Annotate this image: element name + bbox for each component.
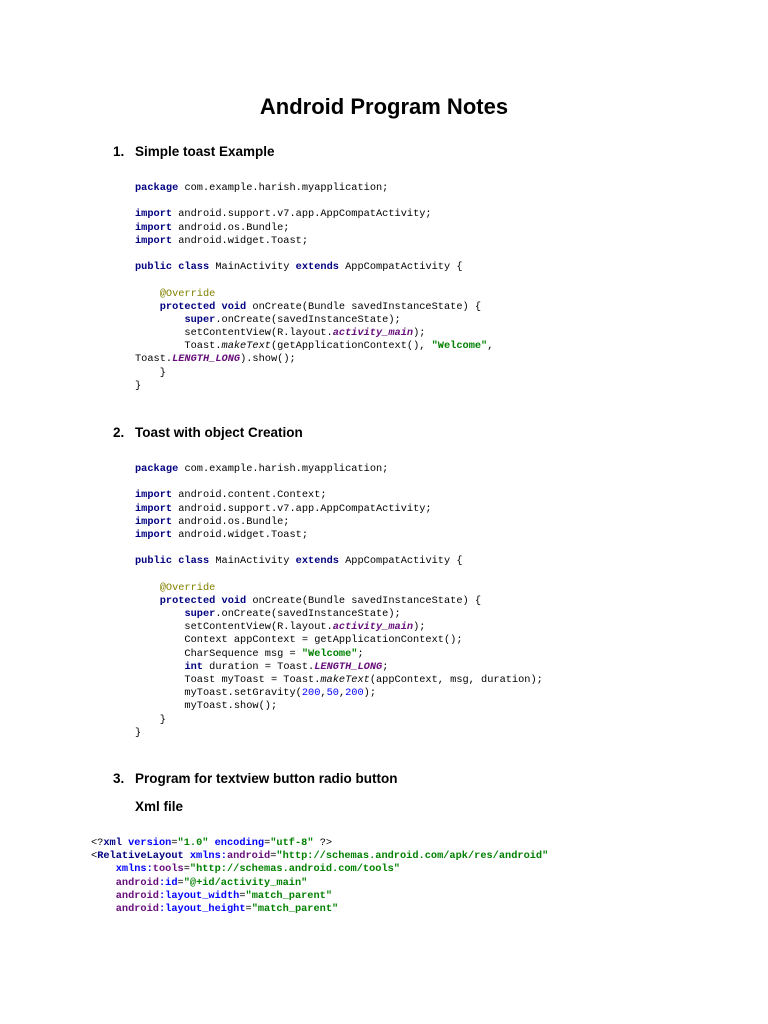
code-token: 50 <box>326 687 339 700</box>
code-token: duration = Toast. <box>202 660 315 673</box>
section-heading-2 <box>113 424 303 442</box>
code-token: "match_parent" <box>245 889 333 902</box>
code-token: onCreate(Bundle savedInstanceState) { <box>246 594 482 607</box>
code-token: android <box>115 876 159 889</box>
code-token: "http://schemas.android.com/apk/res/android" <box>276 850 549 863</box>
code-token: :id <box>158 876 178 889</box>
code-token: android <box>115 889 159 902</box>
code-token: myToast.show(); <box>135 700 278 713</box>
code-token <box>135 301 160 313</box>
code-token: ; <box>357 647 364 660</box>
code-line <box>135 542 543 555</box>
code-token: package <box>135 463 179 475</box>
code-token: Context appContext = getApplicationContext(); <box>135 634 463 647</box>
code-line <box>135 340 493 353</box>
code-token: LENGTH_LONG <box>172 353 241 366</box>
code-line <box>135 463 543 476</box>
code-block-xml <box>91 837 548 916</box>
code-token: "1.0" <box>177 837 209 849</box>
code-token: = <box>171 837 178 849</box>
code-token: xmlns: <box>115 863 153 876</box>
code-token <box>135 661 184 673</box>
code-token: } <box>135 713 166 726</box>
code-token: version <box>128 837 172 849</box>
section-title: Program for textview button radio button <box>135 771 398 786</box>
code-line <box>91 863 548 876</box>
code-token <box>91 863 116 875</box>
code-token: :layout_width <box>158 889 240 902</box>
code-token: public class <box>135 261 210 274</box>
code-line <box>135 288 493 301</box>
code-token: super <box>184 608 216 621</box>
code-token: 200 <box>301 687 321 700</box>
code-line <box>135 661 543 674</box>
code-line <box>135 608 543 621</box>
section-number: 2. <box>113 425 125 440</box>
code-token: = <box>183 863 190 876</box>
code-token: com.example.harish.myapplication; <box>178 463 389 475</box>
code-token: LENGTH_LONG <box>314 660 383 673</box>
xml-file-subheading: Xml file <box>135 799 184 814</box>
code-line <box>91 850 548 863</box>
code-line <box>135 621 543 634</box>
code-token: @Override <box>159 287 216 300</box>
code-token: .onCreate(savedInstanceState); <box>215 608 401 621</box>
code-token: int <box>184 660 203 673</box>
code-token: import <box>135 489 173 502</box>
code-token: Toast myToast = Toast. <box>135 674 321 686</box>
code-token: :layout_height <box>158 902 246 915</box>
code-token: android.os.Bundle; <box>172 221 290 234</box>
code-token: import <box>135 208 173 221</box>
code-line <box>135 248 493 261</box>
code-line <box>135 674 543 687</box>
section-title: Simple toast Example <box>135 144 275 159</box>
code-token: public class <box>135 555 210 568</box>
code-token: (getApplicationContext(), <box>270 340 432 353</box>
code-line <box>135 476 543 489</box>
code-line <box>135 367 493 380</box>
code-line <box>135 182 493 195</box>
code-token: (appContext, msg, duration); <box>369 674 543 686</box>
code-token <box>135 314 184 326</box>
code-token: xml <box>103 837 129 849</box>
code-line <box>135 634 543 647</box>
code-token: setContentView(R.layout. <box>135 327 333 340</box>
code-token: "utf-8" <box>270 837 314 849</box>
section-number: 1. <box>113 144 125 159</box>
code-line <box>135 274 493 287</box>
code-token: makeText <box>320 674 370 686</box>
code-line <box>135 687 543 700</box>
code-token: setContentView(R.layout. <box>135 621 333 634</box>
code-token: } <box>135 366 166 379</box>
section-title: Toast with object Creation <box>135 425 303 440</box>
code-line <box>135 582 543 595</box>
code-token: ); <box>413 327 426 340</box>
code-token: = <box>264 837 271 849</box>
code-token: = <box>270 850 277 863</box>
code-token: } <box>135 726 142 739</box>
code-line <box>135 314 493 327</box>
code-token <box>135 608 184 620</box>
code-token: extends <box>295 261 339 274</box>
code-token: , <box>320 687 327 700</box>
code-token: tools <box>152 863 184 876</box>
section-heading-3 <box>113 770 398 788</box>
code-token: xmlns: <box>189 850 227 863</box>
code-line <box>135 353 493 366</box>
section-number: 3. <box>113 771 125 786</box>
code-token: MainActivity <box>209 261 296 274</box>
code-token: activity_main <box>332 327 414 340</box>
code-token: import <box>135 221 173 234</box>
code-token: MainActivity <box>209 555 296 568</box>
code-line <box>135 301 493 314</box>
code-token: myToast.setGravity( <box>135 687 302 700</box>
code-token: .onCreate(savedInstanceState); <box>215 313 401 326</box>
code-token: android.os.Bundle; <box>172 515 290 528</box>
code-token: RelativeLayout <box>97 850 190 863</box>
code-token: com.example.harish.myapplication; <box>178 182 389 194</box>
code-token <box>135 595 160 607</box>
code-token: ; <box>382 660 389 673</box>
code-token: protected void <box>159 594 247 607</box>
code-token: @Override <box>159 581 216 594</box>
code-block-simple-toast <box>135 182 493 393</box>
code-line <box>135 235 493 248</box>
code-line <box>91 877 548 890</box>
code-token: import <box>135 234 173 247</box>
code-token: android <box>226 850 271 863</box>
code-token: AppCompatActivity { <box>338 555 463 568</box>
code-token: "http://schemas.android.com/tools" <box>189 863 400 876</box>
code-line <box>135 380 493 393</box>
code-token: makeText <box>221 340 271 353</box>
code-line <box>135 555 543 568</box>
code-line <box>135 700 543 713</box>
code-token <box>91 890 116 902</box>
code-token: Toast. <box>135 353 173 366</box>
code-token: android.widget.Toast; <box>172 234 309 247</box>
code-token: CharSequence msg = <box>135 647 302 660</box>
code-token <box>135 288 160 300</box>
code-token: 200 <box>345 687 364 700</box>
code-token: activity_main <box>332 621 414 634</box>
code-token: "match_parent" <box>251 902 339 915</box>
code-token: android.widget.Toast; <box>172 528 309 541</box>
code-token: , <box>338 687 346 700</box>
code-block-toast-object <box>135 463 543 740</box>
code-token: Toast. <box>135 340 222 353</box>
code-line <box>135 595 543 608</box>
code-token: = <box>245 902 252 915</box>
code-token: = <box>239 889 246 902</box>
code-token: , <box>487 340 494 353</box>
code-token: protected void <box>159 300 247 313</box>
code-token: ?> <box>313 837 333 849</box>
code-token: import <box>135 515 173 528</box>
code-line <box>135 503 543 516</box>
page-title: Android Program Notes <box>259 94 509 119</box>
code-line <box>135 261 493 274</box>
code-token: "Welcome" <box>431 340 488 353</box>
code-token: android.support.v7.app.AppCompatActivity; <box>172 502 432 515</box>
code-line <box>135 489 543 502</box>
code-line <box>135 529 543 542</box>
code-token: } <box>135 379 142 392</box>
code-token: android <box>115 902 159 915</box>
code-line <box>135 727 543 740</box>
code-token: android.support.v7.app.AppCompatActivity; <box>172 208 432 221</box>
code-token: = <box>177 876 184 889</box>
code-token: package <box>135 182 179 194</box>
code-token: <? <box>91 837 104 849</box>
code-token: android.content.Context; <box>172 489 327 502</box>
code-token: AppCompatActivity { <box>338 261 463 274</box>
code-token: "Welcome" <box>301 647 358 660</box>
code-token <box>91 903 116 915</box>
section-heading-1 <box>113 143 275 161</box>
code-token: import <box>135 502 173 515</box>
code-token: ); <box>413 621 426 634</box>
code-token: < <box>91 850 98 863</box>
code-token <box>135 582 160 594</box>
code-token: encoding <box>214 837 265 849</box>
code-line <box>135 208 493 221</box>
code-token: ).show(); <box>240 353 296 366</box>
code-token: extends <box>295 555 339 568</box>
code-line <box>135 195 493 208</box>
code-line <box>135 327 493 340</box>
code-token <box>91 877 116 889</box>
code-token: ); <box>363 687 377 700</box>
code-line <box>135 569 543 582</box>
code-line <box>135 516 543 529</box>
code-line <box>135 222 493 235</box>
code-line <box>135 714 543 727</box>
code-line <box>135 648 543 661</box>
code-line <box>91 903 548 916</box>
code-token: onCreate(Bundle savedInstanceState) { <box>246 300 482 313</box>
code-line <box>91 890 548 903</box>
code-token: import <box>135 528 173 541</box>
code-token: super <box>184 313 216 326</box>
code-token: "@+id/activity_main" <box>183 876 308 889</box>
code-line <box>91 837 548 850</box>
